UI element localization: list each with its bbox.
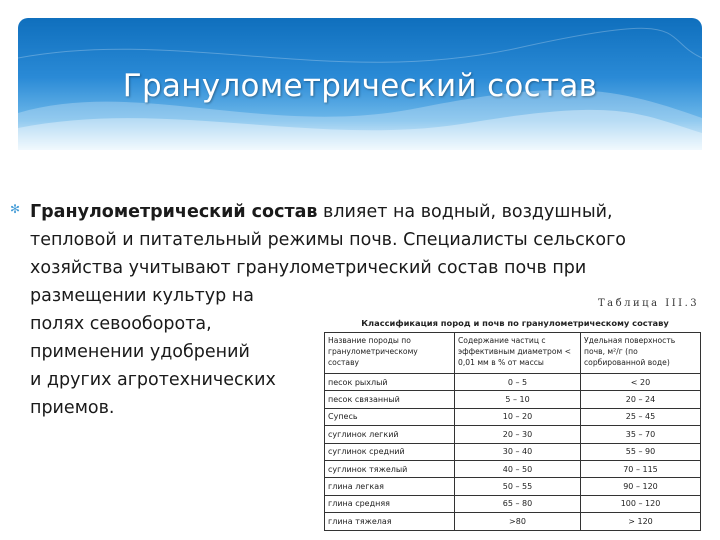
cell-name: Супесь <box>325 408 455 425</box>
title-banner <box>18 18 702 150</box>
cell-name: песок связанный <box>325 391 455 408</box>
cell-surface: 35 – 70 <box>581 426 701 443</box>
table-caption: Таблица III.3 <box>598 298 700 309</box>
body-line-4: размещении культур на <box>30 286 254 306</box>
cell-content: 20 – 30 <box>455 426 581 443</box>
cell-content: 65 – 80 <box>455 495 581 512</box>
header-rock-name: Название породы по гранулометрическому составу <box>325 333 455 374</box>
header-specific-surface: Удельная поверхность почв, м²/г (по сорбированной воде) <box>581 333 701 374</box>
table-row <box>325 495 701 512</box>
cell-name: глина тяжелая <box>325 513 455 530</box>
cell-name: глина средняя <box>325 495 455 512</box>
cell-name: песок рыхлый <box>325 374 455 391</box>
cell-content: 10 – 20 <box>455 408 581 425</box>
table-header-row <box>325 333 701 374</box>
cell-name: суглинок тяжелый <box>325 460 455 477</box>
table-row <box>325 408 701 425</box>
cell-content: >80 <box>455 513 581 530</box>
cell-surface: > 120 <box>581 513 701 530</box>
table-row <box>325 374 701 391</box>
table-row <box>325 391 701 408</box>
table-title: Классификация пород и почв по гранулометрическому составу <box>361 318 669 328</box>
body-line-1 <box>30 198 700 226</box>
cell-name: суглинок легкий <box>325 426 455 443</box>
cell-content: 30 – 40 <box>455 443 581 460</box>
body-line-2: тепловой и питательный режимы почв. Специалисты сельского <box>30 230 626 250</box>
cell-content: 40 – 50 <box>455 460 581 477</box>
cell-surface: 70 – 115 <box>581 460 701 477</box>
table-row <box>325 513 701 530</box>
snowflake-bullet-icon: ✻ <box>10 202 21 216</box>
cell-surface: < 20 <box>581 374 701 391</box>
body-line-6: применении удобрений <box>30 342 250 362</box>
body-line-7: и других агротехнических <box>30 370 276 390</box>
table-row <box>325 443 701 460</box>
body-line-3: хозяйства учитывают гранулометрический состав почв при <box>30 258 587 278</box>
slide-title: Гранулометрический состав <box>122 68 598 104</box>
classification-table <box>324 332 701 531</box>
cell-surface: 25 – 45 <box>581 408 701 425</box>
cell-name: глина легкая <box>325 478 455 495</box>
table-row <box>325 426 701 443</box>
body-line-5: полях севооборота, <box>30 314 212 334</box>
table-row <box>325 478 701 495</box>
cell-surface: 20 – 24 <box>581 391 701 408</box>
header-particle-content: Содержание частиц с эффективным диаметром < 0,01 мм в % от массы <box>455 333 581 374</box>
table-row <box>325 460 701 477</box>
body-line-8: приемов. <box>30 398 115 418</box>
cell-surface: 90 – 120 <box>581 478 701 495</box>
cell-surface: 100 – 120 <box>581 495 701 512</box>
cell-content: 5 – 10 <box>455 391 581 408</box>
body-line-1-rest: влияет на водный, воздушный, <box>317 202 613 222</box>
lead-bold-term: Гранулометрический состав <box>30 202 318 222</box>
cell-content: 50 – 55 <box>455 478 581 495</box>
cell-name: суглинок средний <box>325 443 455 460</box>
cell-surface: 55 – 90 <box>581 443 701 460</box>
cell-content: 0 – 5 <box>455 374 581 391</box>
